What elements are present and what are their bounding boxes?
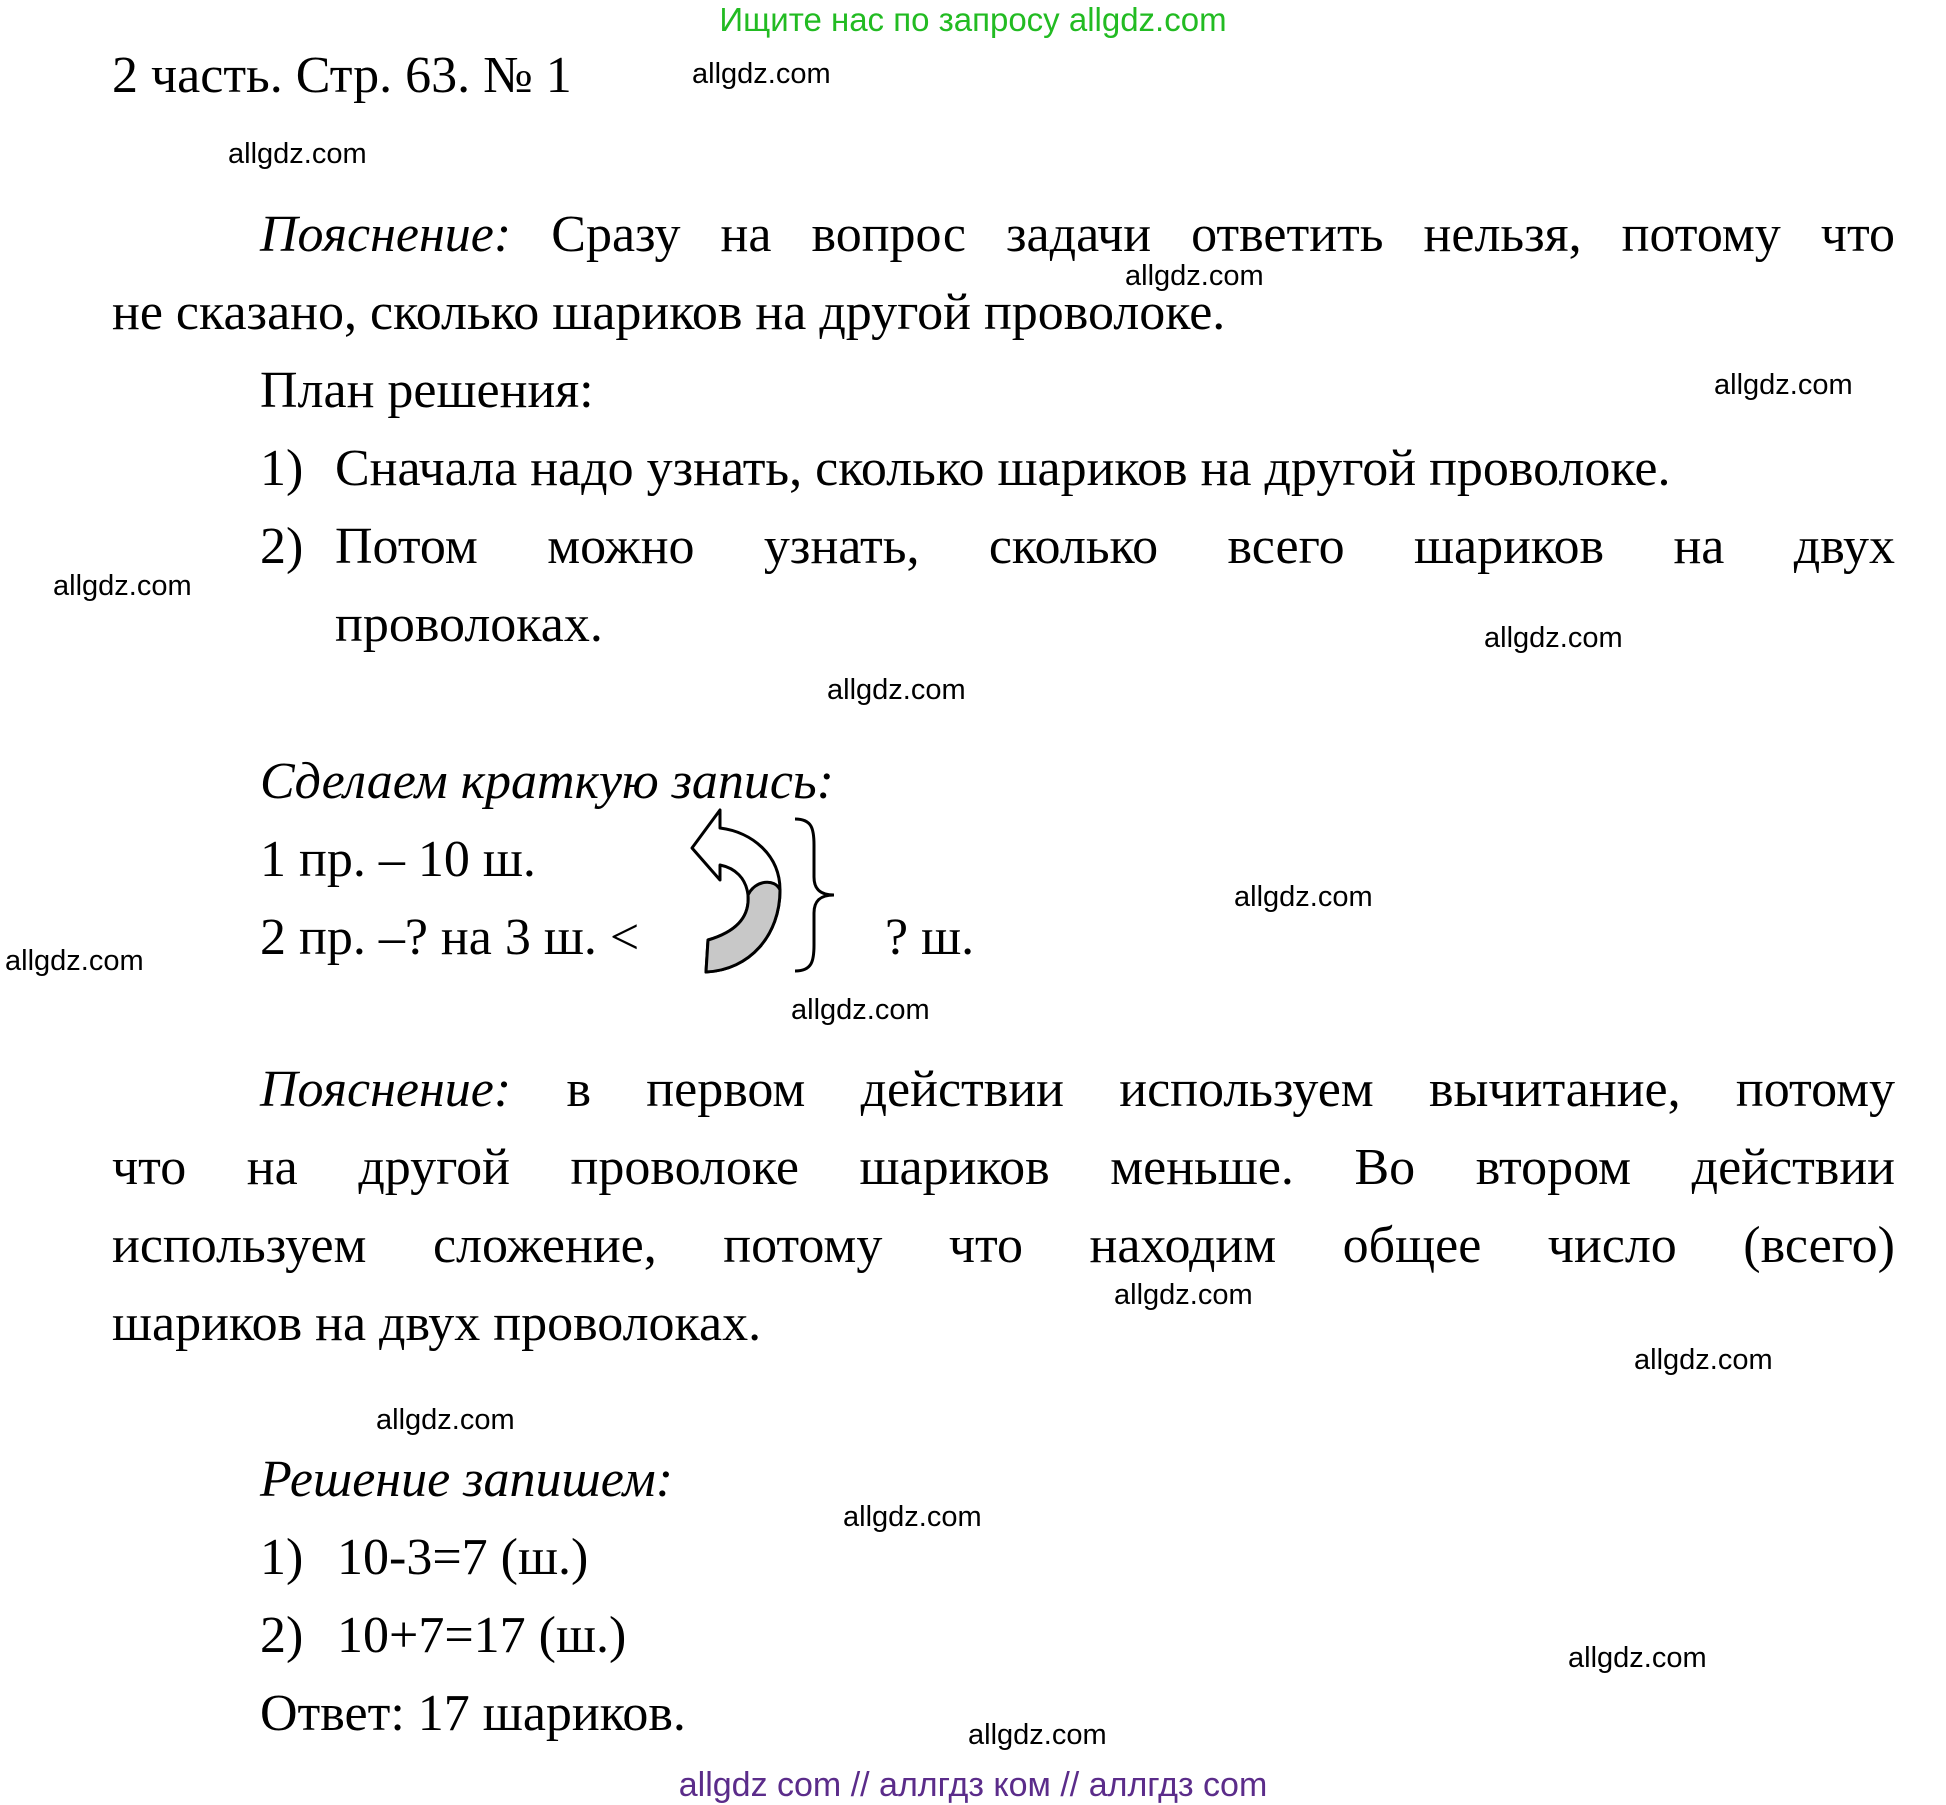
solution-step-number: 2) [260,1607,304,1664]
plan-item-2-line-2: проволоках. [335,596,603,653]
watermark: allgdz.com [1125,260,1264,292]
footer-links: allgdz com // аллгдз ком // аллгдз com [678,1766,1268,1804]
short-record-row-2: 2 пр. –? на 3 ш. < [260,909,640,966]
explanation-1-line-2: не сказано, сколько шариков на другой проволоке. [112,284,1226,341]
solution-step-2: 10+7=17 (ш.) [337,1607,627,1664]
explanation-2-line-3: используем сложение, потому что находим общее число (всего) [112,1217,1895,1274]
answer: Ответ: 17 шариков. [260,1685,686,1742]
watermark: allgdz.com [791,994,930,1026]
explanation-text: в первом действии используем вычитание, потому [511,1061,1895,1118]
watermark: allgdz.com [228,138,367,170]
short-record-total: ? ш. [885,909,975,966]
watermark: allgdz.com [843,1501,982,1533]
watermark: allgdz.com [5,945,144,977]
watermark: allgdz.com [1568,1642,1707,1674]
plan-heading: План решения: [260,362,594,419]
short-record-row-1: 1 пр. – 10 ш. [260,831,536,888]
solution-step-1: 10-3=7 (ш.) [337,1529,589,1586]
watermark: allgdz.com [1634,1344,1773,1376]
watermark: allgdz.com [1714,369,1853,401]
explanation-2-line-2: что на другой проволоке шариков меньше. Во втором действии [112,1139,1895,1196]
top-banner: Ищите нас по запросу allgdz.com [719,1,1227,38]
explanation-2-line-4: шариков на двух проволоках. [112,1295,762,1352]
curly-brace-icon [790,815,840,975]
watermark: allgdz.com [968,1719,1107,1751]
watermark: allgdz.com [53,570,192,602]
solution-step-number: 1) [260,1529,304,1586]
watermark: allgdz.com [827,674,966,706]
explanation-label: Пояснение: [260,206,512,263]
explanation-1-line-1 [260,205,1895,265]
watermark: allgdz.com [692,58,831,90]
plan-item-number: 1) [260,440,304,497]
watermark: allgdz.com [376,1404,515,1436]
solution-heading: Решение запишем: [260,1451,674,1508]
short-record-heading: Сделаем краткую запись: [260,753,834,810]
watermark: allgdz.com [1484,622,1623,654]
watermark: allgdz.com [1234,881,1373,913]
watermark: allgdz.com [1114,1279,1253,1311]
page-title: 2 часть. Стр. 63. № 1 [112,47,572,104]
plan-item-number: 2) [260,518,304,575]
explanation-label: Пояснение: [260,1061,512,1118]
explanation-text: Сразу на вопрос задачи ответить нельзя, потому что [511,206,1895,263]
plan-item-1: Сначала надо узнать, сколько шариков на другой проволоке. [335,440,1671,497]
plan-item-2-line-1: Потом можно узнать, сколько всего шариков на двух [335,518,1895,575]
explanation-2-line-1 [260,1060,1895,1120]
